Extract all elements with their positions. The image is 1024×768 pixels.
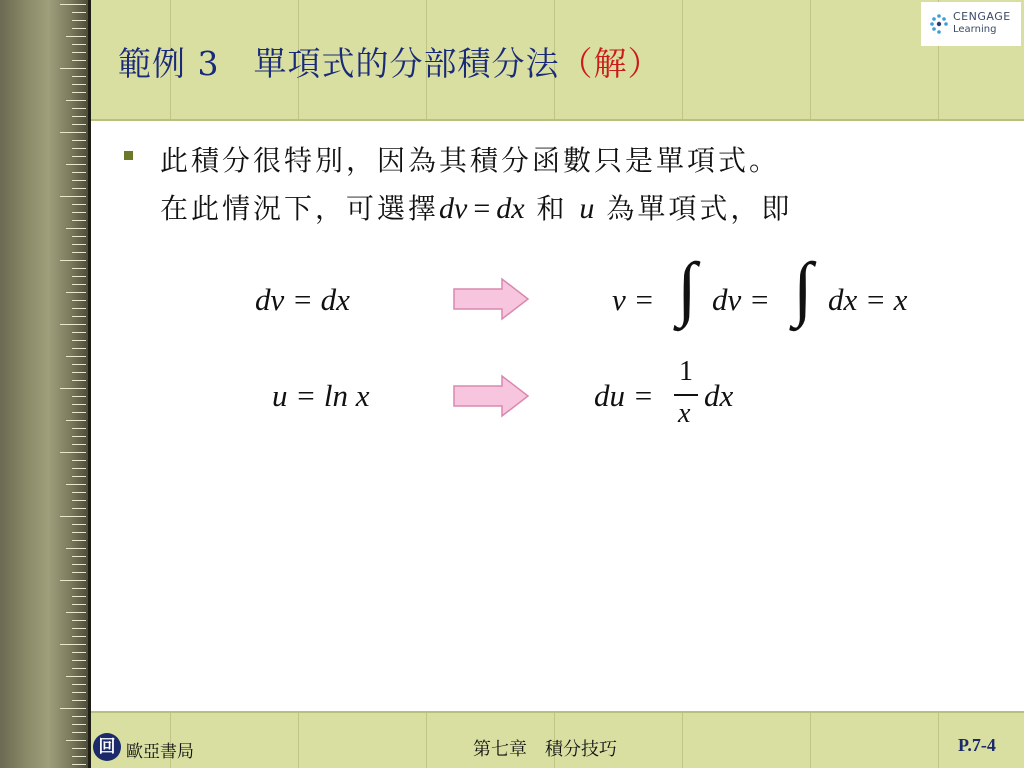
footer-grid-line — [938, 713, 939, 768]
ruler-tick — [66, 100, 86, 101]
ruler-tick — [72, 476, 86, 477]
equation-du: du = — [594, 378, 654, 413]
ruler-tick — [72, 236, 86, 237]
ruler-tick — [72, 76, 86, 77]
ruler-tick — [66, 356, 86, 357]
ruler-tick — [72, 628, 86, 629]
ruler-tick — [66, 548, 86, 549]
right-arrow-icon — [452, 277, 532, 321]
ruler-tick — [72, 244, 86, 245]
ruler-tick — [72, 556, 86, 557]
equation-dx: dx — [704, 378, 734, 413]
ruler-tick — [72, 172, 86, 173]
logo-text-cengage: CENGAGE — [953, 10, 1011, 23]
header-grid-line — [682, 0, 683, 119]
ruler-tick — [72, 412, 86, 413]
ruler-tick — [72, 652, 86, 653]
equals-sign: = — [473, 192, 491, 225]
page-number: P.7-4 — [958, 735, 996, 755]
ruler-tick — [66, 292, 86, 293]
ruler-tick — [72, 116, 86, 117]
ruler-tick — [72, 284, 86, 285]
ruler-tick — [72, 276, 86, 277]
equation-dv-dx: dv = dx — [255, 282, 350, 317]
ruler-tick — [72, 60, 86, 61]
fraction-numerator: 1 — [679, 356, 693, 387]
ruler-tick — [72, 460, 86, 461]
body-line-1: 此積分很特別，因為其積分函數只是單項式。 — [160, 144, 781, 177]
ruler-tick — [72, 508, 86, 509]
ruler-tick — [60, 580, 86, 581]
fraction-bar — [674, 394, 698, 396]
ruler-tick — [72, 492, 86, 493]
ruler-tick — [72, 332, 86, 333]
ruler-tick — [72, 444, 86, 445]
ruler-tick — [72, 348, 86, 349]
ruler-tick — [72, 660, 86, 661]
footer-grid-line — [426, 713, 427, 768]
ruler-tick — [72, 308, 86, 309]
page-title — [118, 38, 662, 85]
equation-v: v = — [612, 282, 655, 317]
ruler-tick — [66, 612, 86, 613]
header-divider — [91, 119, 1024, 121]
ruler-tick — [72, 404, 86, 405]
ruler-tick — [72, 564, 86, 565]
ruler-tick — [72, 604, 86, 605]
ruler-tick — [72, 636, 86, 637]
ruler-tick — [72, 364, 86, 365]
ruler-tick — [72, 212, 86, 213]
ruler-tick — [72, 732, 86, 733]
ruler-tick — [72, 252, 86, 253]
ruler-tick — [72, 220, 86, 221]
ruler-tick — [72, 380, 86, 381]
equation-dv: dv = — [712, 282, 770, 317]
footer-grid-line — [810, 713, 811, 768]
ruler-tick — [72, 372, 86, 373]
ruler-tick — [72, 124, 86, 125]
ruler-tick — [72, 108, 86, 109]
line2-prefix: 在此情況下，可選擇 — [160, 192, 440, 225]
ruler-tick — [72, 140, 86, 141]
ruler-tick — [72, 756, 86, 757]
fraction-denominator: x — [678, 398, 691, 429]
header-grid-line — [810, 0, 811, 119]
ruler-tick — [72, 684, 86, 685]
ruler-tick — [60, 644, 86, 645]
ruler-tick — [72, 748, 86, 749]
ruler-tick — [72, 692, 86, 693]
ruler-tick — [72, 268, 86, 269]
ruler-tick — [72, 436, 86, 437]
ruler-tick — [72, 500, 86, 501]
ruler-tick — [66, 228, 86, 229]
ruler-tick — [72, 188, 86, 189]
bullet-marker — [124, 151, 133, 160]
ruler-tick — [72, 28, 86, 29]
integral-sign-icon: ∫ — [677, 248, 697, 328]
ruler-tick — [72, 596, 86, 597]
body-line-2 — [160, 187, 792, 227]
ruler-tick — [72, 12, 86, 13]
ruler-tick — [60, 260, 86, 261]
footer-grid-line — [682, 713, 683, 768]
ruler-tick — [72, 52, 86, 53]
ruler-tick — [72, 340, 86, 341]
logo-text-learning: Learning — [953, 24, 997, 35]
ruler-tick — [60, 68, 86, 69]
ruler-tick — [66, 36, 86, 37]
ruler-tick — [72, 180, 86, 181]
ruler-tick — [72, 204, 86, 205]
ruler-tick — [72, 620, 86, 621]
line2-suffix: 為單項式，即 — [606, 192, 793, 225]
ruler-tick — [66, 484, 86, 485]
ruler-tick — [60, 4, 86, 5]
ruler-tick — [66, 740, 86, 741]
ruler-tick — [60, 324, 86, 325]
ruler-tick — [60, 388, 86, 389]
ruler-tick — [72, 540, 86, 541]
ruler-tick — [66, 420, 86, 421]
ruler-tick — [72, 84, 86, 85]
footer-grid-line — [298, 713, 299, 768]
chapter-label: 第七章 積分技巧 — [473, 739, 617, 760]
ruler-tick — [72, 588, 86, 589]
ruler-tick — [72, 300, 86, 301]
var-dx: dx — [496, 192, 525, 225]
ruler-tick — [72, 716, 86, 717]
ruler-tick — [60, 452, 86, 453]
ruler-tick — [72, 668, 86, 669]
right-arrow-icon — [452, 374, 532, 418]
ruler-tick — [72, 156, 86, 157]
word-and: 和 — [536, 192, 568, 225]
publisher-logo-icon: 回 — [93, 733, 121, 761]
ruler-tick — [72, 316, 86, 317]
var-dv: dv — [439, 192, 468, 225]
ruler-tick — [72, 700, 86, 701]
ruler-tick — [72, 148, 86, 149]
equation-dx-x: dx = x — [828, 282, 908, 317]
var-u: u — [579, 192, 595, 225]
ruler-tick — [72, 20, 86, 21]
ruler-tick — [72, 468, 86, 469]
ruler-tick — [72, 396, 86, 397]
ruler-tick — [60, 516, 86, 517]
ruler-tick — [72, 572, 86, 573]
ruler-tick — [72, 524, 86, 525]
ruler-tick — [72, 44, 86, 45]
ruler-tick — [60, 132, 86, 133]
cengage-logo — [921, 2, 1021, 46]
ruler-tick — [60, 196, 86, 197]
ruler-tick — [72, 724, 86, 725]
ruler-tick — [72, 92, 86, 93]
title-solution-label: （解） — [559, 44, 662, 83]
title-main: 範例 3 單項式的分部積分法 — [118, 44, 560, 83]
integral-sign-icon: ∫ — [793, 248, 813, 328]
cengage-dots-icon — [929, 13, 949, 35]
ruler-tick — [72, 764, 86, 765]
publisher-name: 歐亞書局 — [126, 742, 194, 762]
ruler-tick — [60, 708, 86, 709]
ruler-tick — [72, 428, 86, 429]
equation-u-lnx: u = ln x — [272, 378, 370, 413]
ruler-tick — [72, 532, 86, 533]
ruler-tick — [66, 164, 86, 165]
ruler-tick — [66, 676, 86, 677]
